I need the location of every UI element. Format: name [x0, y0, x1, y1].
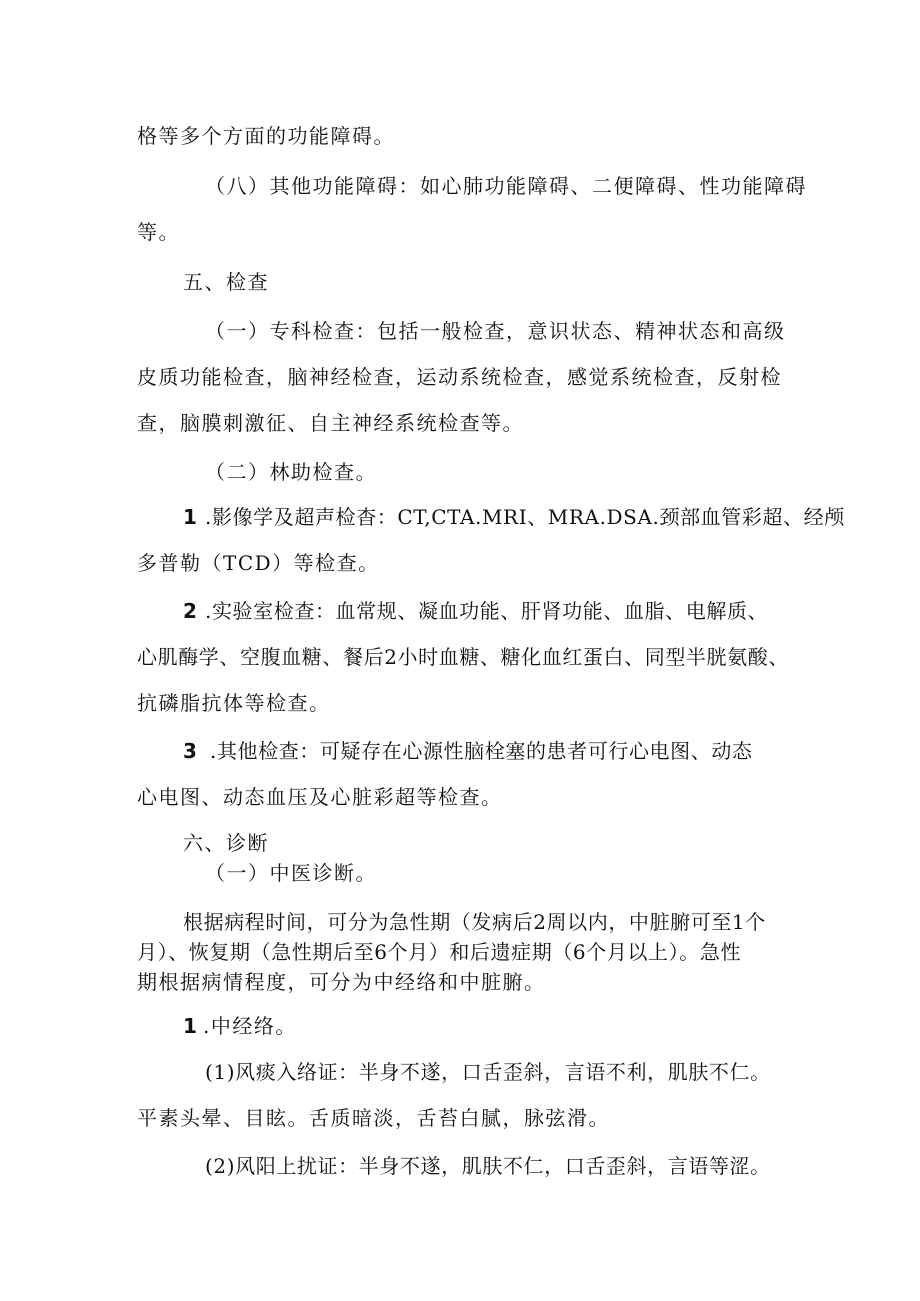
text-line: (2)风阳上扰证：半身不遂，肌肤不仁，口舌歪斜，言语等涩。 — [205, 1154, 771, 1178]
text-line: .中经络。 — [203, 1014, 297, 1038]
section-heading: 六、诊断 — [183, 831, 269, 855]
text-line: （一）中医诊断。 — [205, 861, 377, 885]
text-line: 抗磷脂抗体等检查。 — [137, 691, 331, 715]
text-line: 多普勒（TCD）等检查。 — [137, 551, 380, 575]
list-number: 3 — [183, 739, 199, 763]
text-line: 平素头晕、目眩。舌质暗淡，舌苔白腻，脉弦滑。 — [137, 1106, 610, 1130]
text-line: 月）、恢复期（急性期后至6个月）和后遗症期（6个月以上）。急性 — [137, 940, 742, 964]
text-line: 等。 — [137, 220, 180, 244]
text-line: 皮质功能检查，脑神经检查，运动系统检查，感觉系统检查，反射检 — [137, 365, 782, 389]
text-line: 查，脑膜刺激征、自主神经系统检查等。 — [137, 411, 524, 435]
text-line: 心电图、动态血压及心脏彩超等检查。 — [137, 785, 503, 809]
text-line: (1)风痰入络证：半身不遂，口舌歪斜，言语不利，肌肤不仁。 — [205, 1060, 771, 1084]
text-line: （八）其他功能障碍：如心肺功能障碍、二便障碍、性功能障碍 — [205, 174, 807, 198]
text-line: .其他检查：可疑存在心源性脑栓塞的患者可行心电图、动态 — [210, 739, 753, 763]
text-line: 根据病程时间，可分为急性期（发病后2周以内，中脏腑可至1个 — [183, 910, 766, 934]
section-heading: 五、检查 — [183, 270, 269, 294]
text-line: 格等多个方面的功能障碍。 — [137, 124, 395, 148]
text-line: .实验室检查：血常规、凝血功能、肝肾功能、血脂、电解质、 — [205, 599, 769, 623]
text-line: （二）林助检查。 — [205, 460, 377, 484]
text-line: 期根据病情程度，可分为中经络和中脏腑。 — [137, 970, 546, 994]
list-number: 1 — [183, 1014, 199, 1038]
text-line: 心肌酶学、空腹血糖、餐后2小时血糖、糖化血红蛋白、同型半胱氨酸、 — [137, 645, 789, 669]
text-line: .影像学及超声检杳：CT,CTA.MRI、MRA.DSA.颈部血管彩超、经颅 — [205, 505, 845, 529]
list-number: 2 — [183, 599, 199, 623]
text-line: （一）专科检查：包括一般检查，意识状态、精神状态和高级 — [205, 319, 786, 343]
list-number: 1 — [183, 505, 199, 529]
